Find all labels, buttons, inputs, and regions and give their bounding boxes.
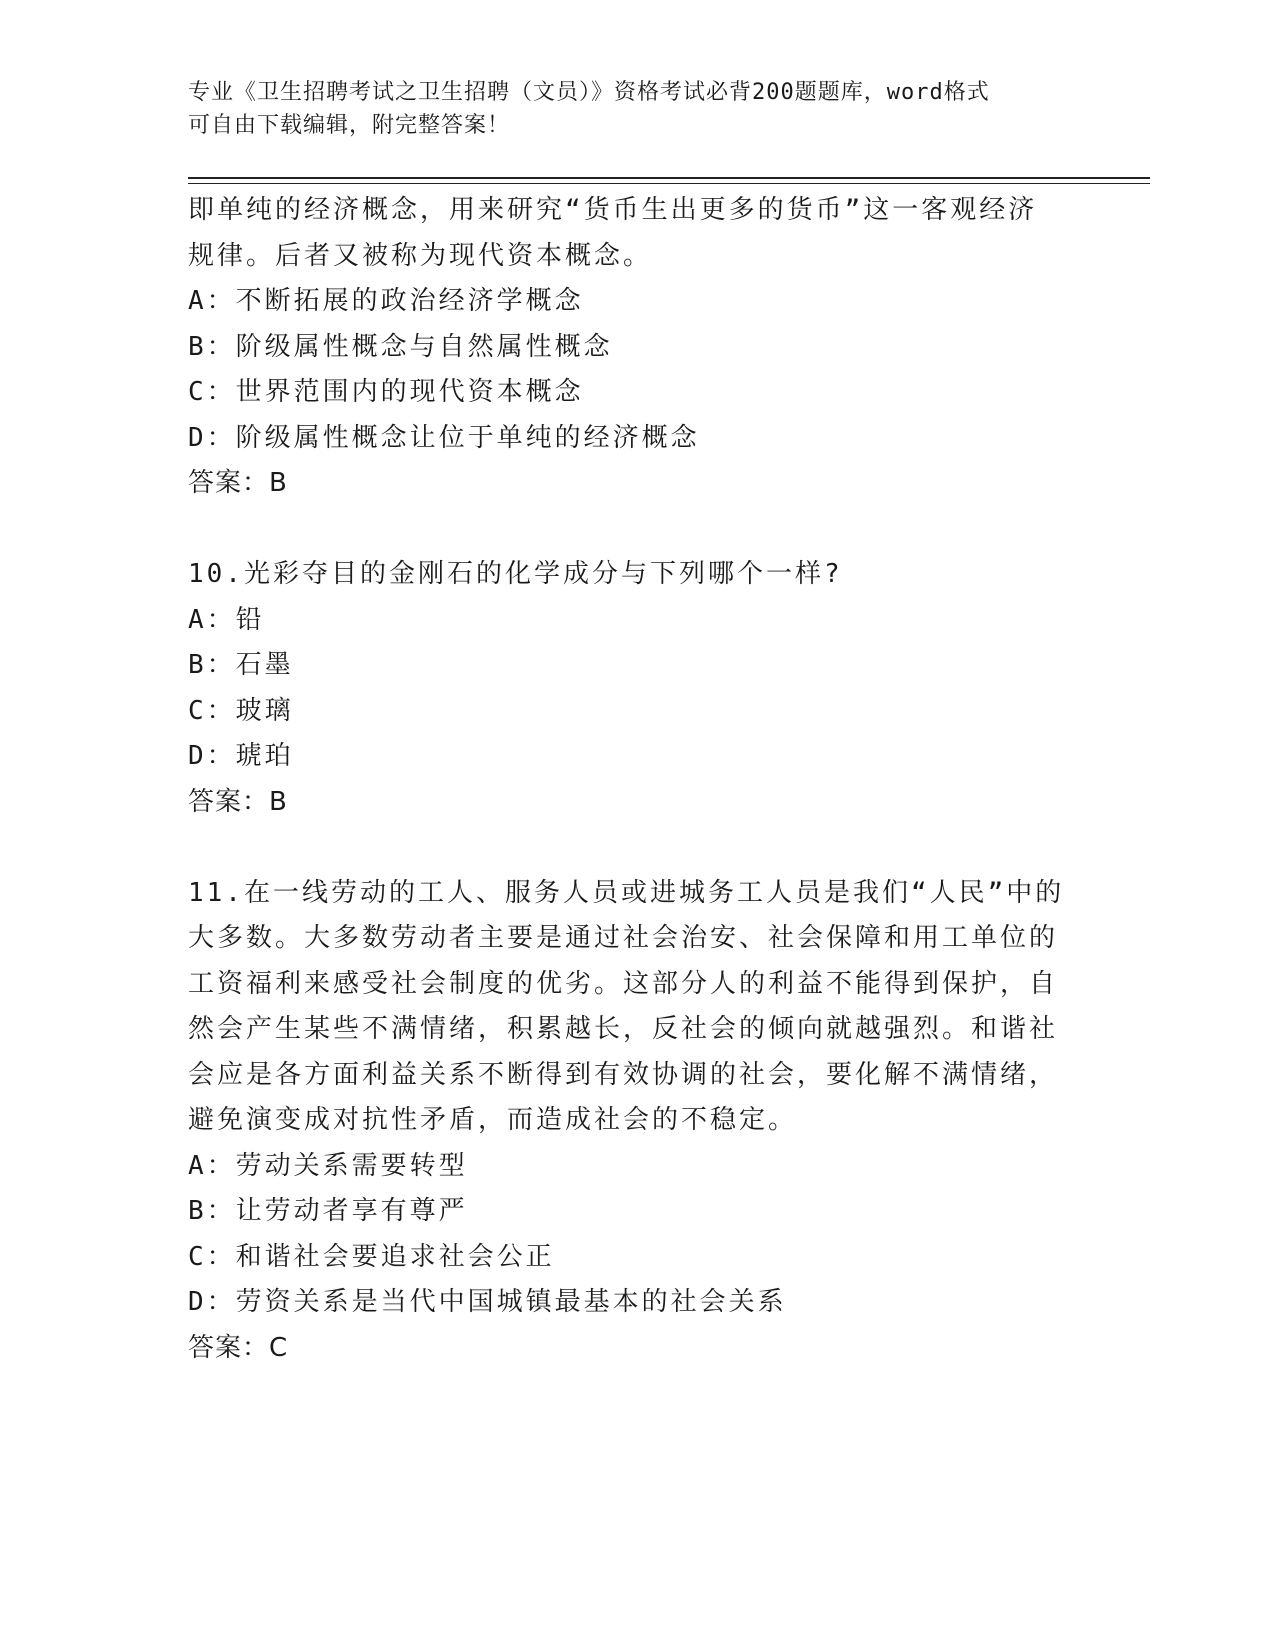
question-9 — [188, 188, 1088, 507]
option-b: B：让劳动者享有尊严 — [188, 1196, 468, 1226]
question-10 — [188, 552, 1088, 825]
document-header — [188, 76, 1088, 142]
question-stem-line: 10.光彩夺目的金刚石的化学成分与下列哪个一样? — [188, 559, 843, 589]
question-stem-line: 避免演变成对抗性矛盾，而造成社会的不稳定。 — [188, 1105, 798, 1135]
option-d: D：阶级属性概念让位于单纯的经济概念 — [188, 422, 700, 453]
spacer — [188, 507, 1088, 553]
option-d: D：劳资关系是当代中国城镇最基本的社会关系 — [188, 1287, 787, 1317]
option-a: A：劳动关系需要转型 — [188, 1150, 468, 1181]
header-line-1: 专业《卫生招聘考试之卫生招聘（文员）》资格考试必背200题题库，word格式 — [188, 80, 990, 105]
question-stem-line: 11.在一线劳动的工人、服务人员或进城务工人员是我们“人民”中的 — [188, 877, 1065, 908]
option-a: A：铅 — [188, 604, 265, 635]
answer-line: 答案：C — [188, 1332, 289, 1363]
question-11 — [188, 871, 1088, 1372]
option-c: C：世界范围内的现代资本概念 — [188, 377, 584, 407]
document-body — [188, 188, 1088, 1371]
header-divider-thick — [188, 177, 1150, 179]
answer-line: 答案：B — [188, 468, 288, 498]
option-b: B：石墨 — [188, 650, 294, 680]
option-b: B：阶级属性概念与自然属性概念 — [188, 331, 613, 362]
question-stem-line: 规律。后者又被称为现代资本概念。 — [188, 240, 653, 271]
option-c: C：和谐社会要追求社会公正 — [188, 1241, 555, 1272]
header-line-2: 可自由下载编辑，附完整答案！ — [188, 113, 511, 138]
question-stem-line: 然会产生某些不满情绪，积累越长，反社会的倾向就越强烈。和谐社 — [188, 1014, 1059, 1044]
option-a: A：不断拓展的政治经济学概念 — [188, 286, 584, 316]
question-stem-line: 工资福利来感受社会制度的优劣。这部分人的利益不能得到保护，自 — [188, 968, 1059, 999]
answer-line: 答案：B — [188, 786, 288, 817]
option-d: D：琥珀 — [188, 741, 294, 771]
question-stem-line: 大多数。大多数劳动者主要是通过社会治安、社会保障和用工单位的 — [188, 923, 1059, 953]
question-stem-line: 会应是各方面利益关系不断得到有效协调的社会，要化解不满情绪， — [188, 1059, 1059, 1090]
option-c: C：玻璃 — [188, 695, 294, 726]
spacer — [188, 825, 1088, 871]
header-divider-thin — [188, 183, 1150, 184]
question-stem-line: 即单纯的经济概念，用来研究“货币生出更多的货币”这一客观经济 — [188, 195, 1038, 225]
